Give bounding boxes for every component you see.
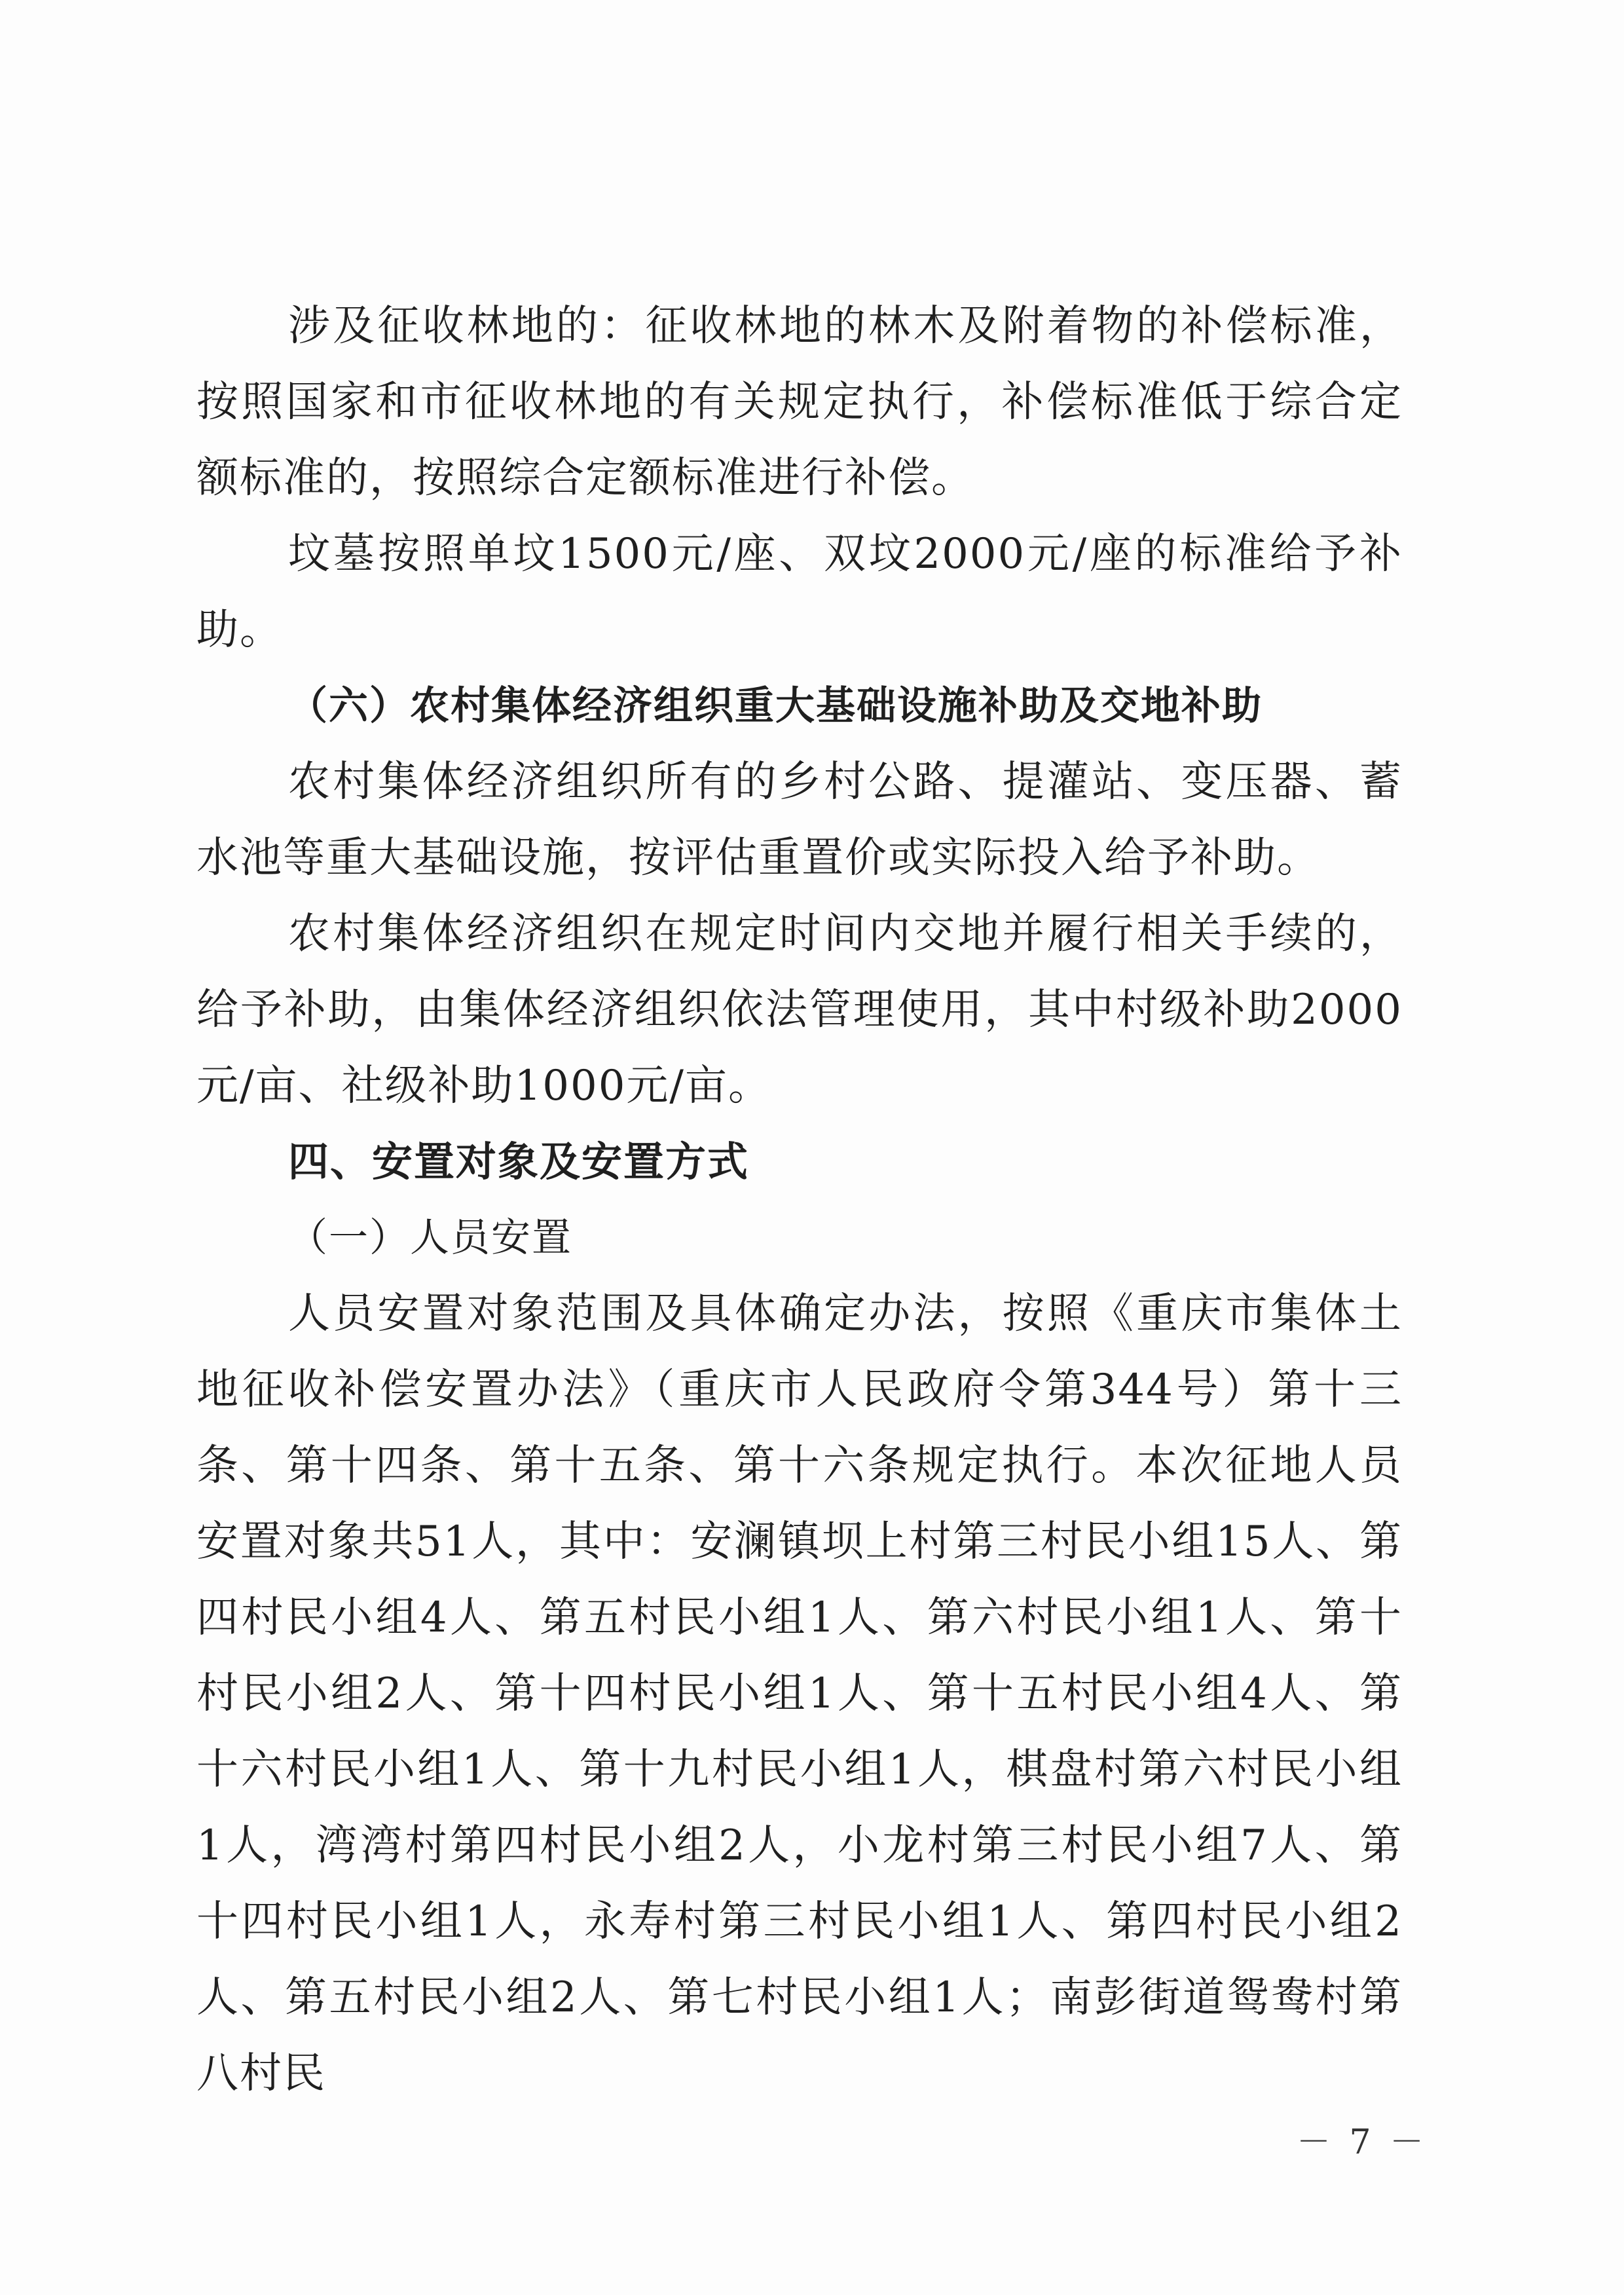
paragraph-resettlement-targets: 人员安置对象范围及具体确定办法，按照《重庆市集体土地征收补偿安置办法》（重庆市人民政府令第344号）第十三条、第十四条、第十五条、第十六条规定执行。本次征地人员安置对象共51人，其中：安澜镇坝上村第三村民小组15人、第四村民小组4人、第五村民小组1人、第六村民小组1人、第十村民小组2人、第十四村民小组1人、第十五村民小组4人、第十六村民小组1人、第十九村民小组1人，棋盘村第六村民小组1人，湾湾村第四村民小组2人，小龙村第三村民小组7人、第十四村民小组1人，永寿村第三村民小组1人、第四村民小组2人、第五村民小组2人、第七村民小组1人；南彭街道鸳鸯村第八村民 [196,1290,1403,2098]
section-heading-resettlement: 四、安置对象及安置方式 [288,1138,750,1185]
page-number: － 7 － [1297,2123,1428,2162]
paragraph-graves: 坟墓按照单坟1500元/座、双坟2000元/座的标准给予补助。 [196,530,1403,654]
paragraph-infrastructure: 农村集体经济组织所有的乡村公路、提灌站、变压器、蓄水池等重大基础设施，按评估重置价或实际投入给予补助。 [196,758,1403,882]
subheading-personnel-resettlement: （一）人员安置 [288,1215,572,1261]
paragraph-land-handover: 农村集体经济组织在规定时间内交地并履行相关手续的，给予补助，由集体经济组织依法管理使用，其中村级补助2000元/亩、社级补助1000元/亩。 [196,910,1403,1110]
paragraph-forest-land: 涉及征收林地的：征收林地的林木及附着物的补偿标准，按照国家和市征收林地的有关规定执行，补偿标准低于综合定额标准的，按照综合定额标准进行补偿。 [196,302,1403,502]
subheading-infrastructure-subsidy: （六）农村集体经济组织重大基础设施补助及交地补助 [288,683,1263,729]
document-body [196,288,1403,2112]
